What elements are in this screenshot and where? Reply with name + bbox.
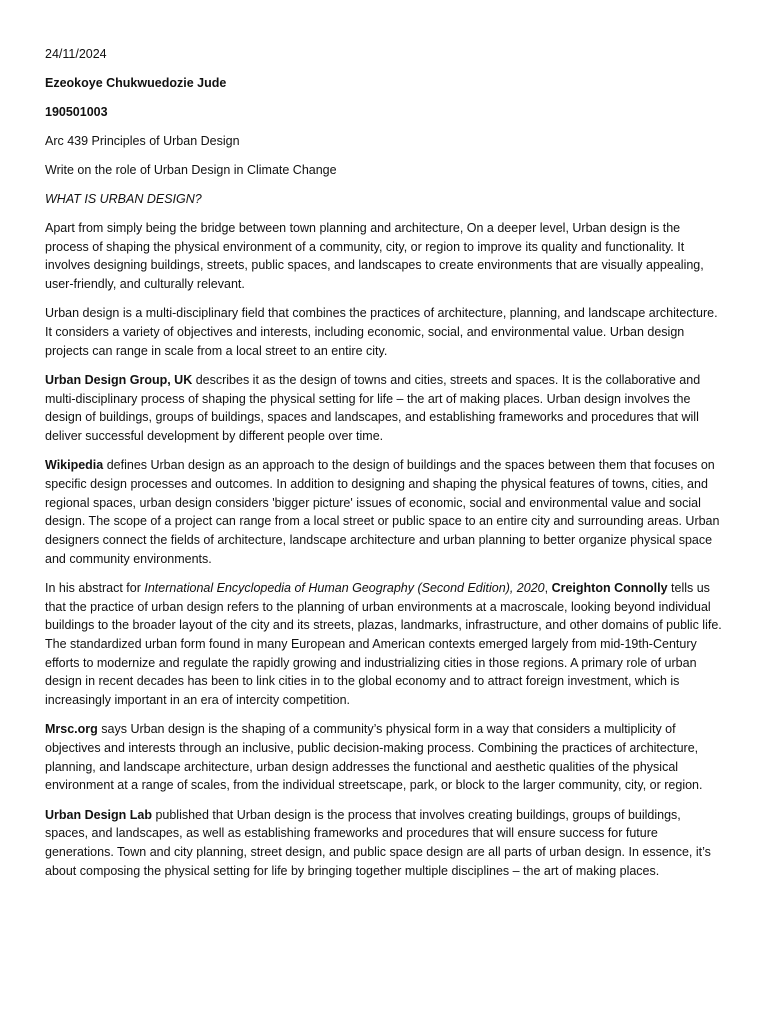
source-name: Wikipedia bbox=[45, 458, 104, 473]
source-name: Urban Design Group, UK bbox=[45, 372, 193, 387]
author-citation: Creighton Connolly bbox=[551, 580, 668, 595]
paragraph-urban-design-lab bbox=[45, 806, 724, 881]
paragraph-text: tells us that the practice of urban design refers to the planning of urban environments at a macroscale, looking beyond individual buildings to the broader layout of the city and its streets, plazas, landmarks, infrastructure, and other domains of public life. The standardized urban form found in many European and American contexts emerged largely from mid-19th-Century efforts to modernize and regulate the rapidly growing and industrializing cities in those regions. A primary role of urban design in recent decades has been to link cities in to the global economy and to attract foreign investment, which is increasingly important in an era of intercity competition. bbox=[45, 580, 722, 708]
paragraph-text: describes it as the design of towns and cities, streets and spaces. It is the collaborative and multi-disciplinary process of shaping the physical setting for life – the art of making places. Urban design involves the design of buildings, groups of buildings, spaces and landscapes, and establishing frameworks and procedures that will deliver successful development by different people over time. bbox=[45, 372, 701, 444]
paragraph-connolly bbox=[45, 579, 724, 710]
source-name: Mrsc.org bbox=[45, 722, 98, 737]
paragraph-intro-text: In his abstract for bbox=[45, 580, 145, 595]
paragraph-mrsc bbox=[45, 720, 724, 795]
student-id: 190501003 bbox=[45, 105, 108, 119]
paragraph-intro: Apart from simply being the bridge between town planning and architecture, On a deeper level, Urban design is the process of shaping the physical environment of a community, city, or region to improve its quality and functionality. It involves designing buildings, streets, public spaces, and landscapes to create environments that are visually appealing, user-friendly, and culturally relevant. bbox=[45, 221, 704, 292]
document-date: 24/11/2024 bbox=[45, 47, 107, 61]
paragraph-wikipedia bbox=[45, 456, 724, 568]
publication-title: International Encyclopedia of Human Geography (Second Edition), 2020 bbox=[144, 580, 545, 595]
section-heading: WHAT IS URBAN DESIGN? bbox=[45, 192, 202, 206]
author-name: Ezeokoye Chukwuedozie Jude bbox=[45, 76, 227, 90]
course-title: Arc 439 Principles of Urban Design bbox=[45, 134, 240, 148]
paragraph-urban-design-group bbox=[45, 371, 724, 446]
paragraph-text: published that Urban design is the process that involves creating buildings, groups of buildings, spaces, and landscapes, as well as establishing frameworks and procedures that will ensure success for future generations. Town and city planning, street design, and public space design are all parts of urban design. In essence, it’s about composing the physical setting for life by bringing together multiple disciplines – the art of making places. bbox=[45, 807, 711, 878]
assignment-title: Write on the role of Urban Design in Climate Change bbox=[45, 163, 337, 177]
source-name: Urban Design Lab bbox=[45, 807, 152, 822]
paragraph-text: defines Urban design as an approach to the design of buildings and the spaces between them that focuses on specific design processes and outcomes. In addition to designing and shaping the physical features of towns, cities, and regional spaces, urban design considers 'bigger picture' issues of economic, social and environmental value and social design. The scope of a project can range from a local street or public space to an entire city and surrounding areas. Urban designers connect the fields of architecture, landscape architecture and urban planning to better organize physical space and community environments. bbox=[45, 458, 720, 566]
paragraph-multidisciplinary: Urban design is a multi-disciplinary field that combines the practices of architecture, planning, and landscape architecture. It considers a variety of objectives and interests, including economic, social, and environmental value. Urban design projects can range in scale from a local street to an entire city. bbox=[45, 306, 718, 358]
paragraph-text: says Urban design is the shaping of a community’s physical form in a way that considers a multiplicity of objectives and interests through an inclusive, public decision-making process. Combining the practices of architecture, planning, and landscape architecture, urban design addresses the functional and aesthetic qualities of the physical environment at a range of scales, from the individual streetscape, park, or block to the larger community, city, or region. bbox=[45, 722, 703, 793]
separator: , bbox=[544, 580, 552, 595]
